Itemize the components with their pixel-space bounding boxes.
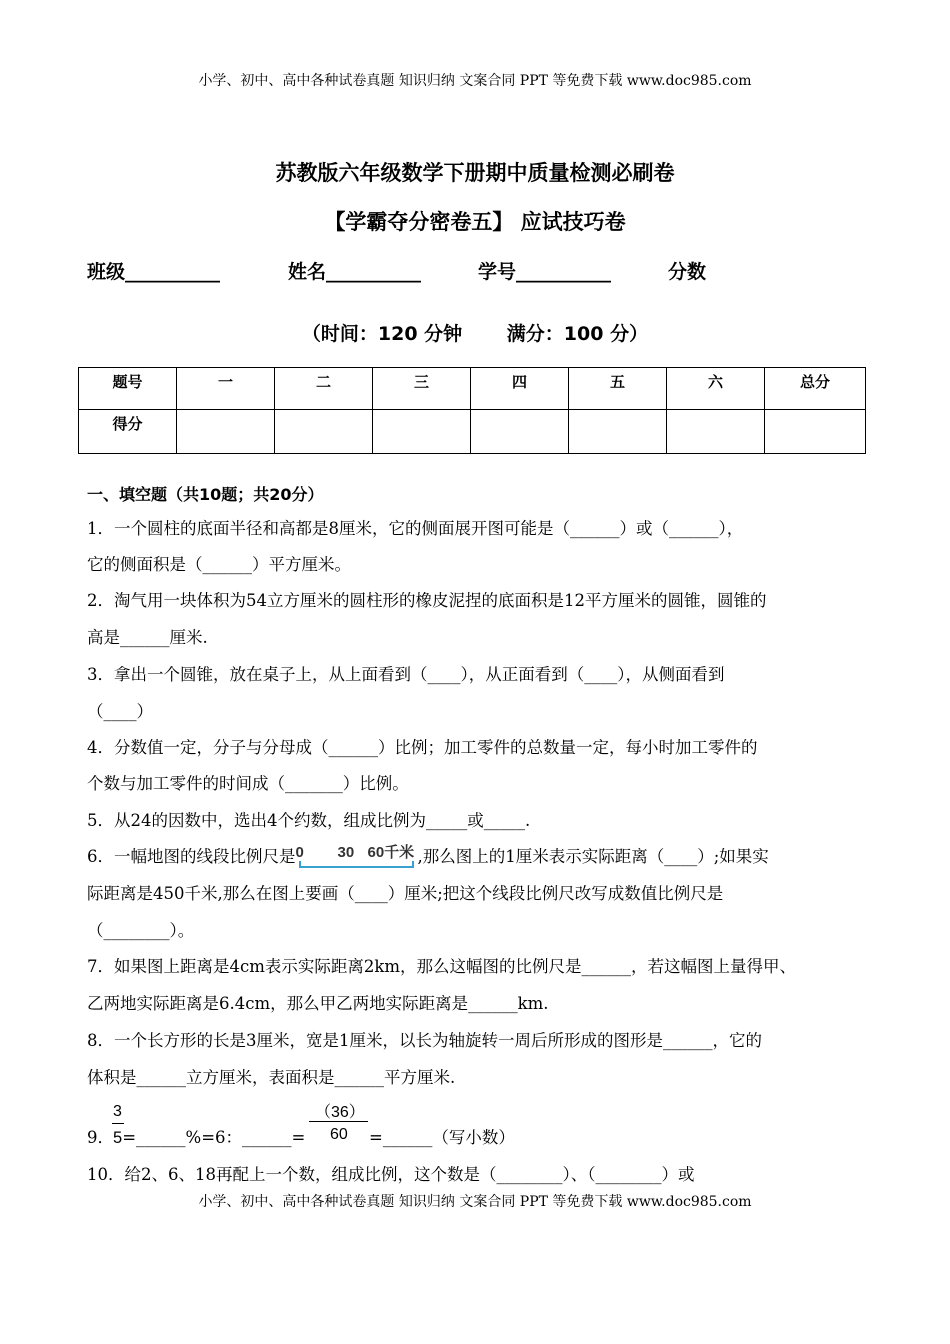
fraction-bar: [309, 1121, 368, 1122]
question-line: 它的侧面积是（______）平方厘米。: [87, 555, 351, 574]
question-line: 2．淘气用一块体积为54立方厘米的圆柱形的橡皮泥捏的底面积是12平方厘米的圆锥，圆锥的: [87, 591, 767, 610]
table-row: [79, 410, 866, 454]
question-line: 际距离是450千米,那么在图上要画（____）厘米;把这个线段比例尺改写成数值比例尺是: [87, 884, 724, 903]
fraction-bar: [112, 1123, 124, 1124]
table-cell: 四: [471, 368, 569, 410]
table-cell: [373, 410, 471, 454]
question-text: =______%=6：______=: [122, 1128, 306, 1147]
page-header: 小学、初中、高中各种试卷真题 知识归纳 文案合同 PPT 等免费下载 www.doc985.com: [198, 73, 752, 89]
question-line: 9．: [87, 1128, 114, 1147]
question-text: ,那么图上的1厘米表示实际距离（____）;如果实: [417, 847, 769, 866]
question-line: [87, 844, 769, 867]
table-cell: [569, 410, 667, 454]
table-cell: 题号: [79, 368, 177, 410]
question-line: 1．一个圆柱的底面半径和高都是8厘米，它的侧面展开图可能是（______）或（______），: [87, 519, 744, 538]
scale-bar: [299, 861, 414, 868]
table-cell: 五: [569, 368, 667, 410]
scale-label: 60千米: [367, 844, 415, 861]
fraction-denominator: 60: [330, 1126, 348, 1143]
name-field: 姓名__________: [288, 261, 422, 283]
question-line: 体积是______立方厘米，表面积是______平方厘米.: [87, 1068, 456, 1087]
table-cell: 二: [275, 368, 373, 410]
table-header-row: [79, 368, 866, 410]
question-line: 5．从24的因数中，选出4个约数，组成比例为_____或_____.: [87, 811, 531, 830]
scale-label: 30: [337, 844, 355, 861]
section-heading: 一、填空题（共10题；共20分）: [87, 485, 324, 504]
time-score-info: （时间：120 分钟 满分：100 分）: [301, 323, 649, 345]
question-line: 乙两地实际距离是6.4cm，那么甲乙两地实际距离是______km.: [87, 994, 549, 1013]
table-cell: [275, 410, 373, 454]
table-cell: 三: [373, 368, 471, 410]
scale-label: 0: [295, 844, 304, 861]
question-text: =______（写小数）: [369, 1128, 515, 1147]
class-field: 班级__________: [87, 261, 221, 283]
table-cell: [667, 410, 765, 454]
title-sub: 【学霸夺分密卷五】 应试技巧卷: [324, 210, 626, 234]
question-line: 10．给2、6、18再配上一个数，组成比例，这个数是（________）、（________）或: [87, 1165, 695, 1184]
score-field: 分数: [668, 261, 707, 283]
question-line: [113, 1128, 305, 1148]
table-cell: 六: [667, 368, 765, 410]
line-scale-figure: [295, 844, 418, 867]
fraction-numerator: （36）: [315, 1104, 365, 1121]
question-line: 8．一个长方形的长是3厘米，宽是1厘米，以长为轴旋转一周后所形成的图形是______，它的: [87, 1031, 762, 1050]
title-main: 苏教版六年级数学下册期中质量检测必刷卷: [275, 161, 675, 185]
question-text: 6．一幅地图的线段比例尺是: [87, 847, 296, 866]
table-cell: 得分: [79, 410, 177, 454]
question-line: 个数与加工零件的时间成（_______）比例。: [87, 774, 409, 793]
fraction-numerator: 3: [113, 1103, 122, 1120]
table-cell: [177, 410, 275, 454]
question-line: 7．如果图上距离是4cm表示实际距离2km，那么这幅图的比例尺是______，若这幅图上量得甲、: [87, 957, 797, 976]
score-table: [78, 367, 866, 454]
table-cell: [765, 410, 866, 454]
student-id-field: 学号__________: [478, 261, 612, 283]
fraction-denominator: 5: [113, 1129, 123, 1147]
question-line: 3．拿出一个圆锥，放在桌子上，从上面看到（____），从正面看到（____），从侧面看到: [87, 665, 725, 684]
question-line: 4．分数值一定，分子与分母成（______）比例；加工零件的总数量一定，每小时加工零件的: [87, 738, 758, 757]
table-cell: 一: [177, 368, 275, 410]
question-line: 高是______厘米.: [87, 628, 208, 647]
question-line: （____）: [87, 702, 153, 721]
table-cell: [471, 410, 569, 454]
question-line: （________）。: [87, 921, 195, 940]
page-footer: 小学、初中、高中各种试卷真题 知识归纳 文案合同 PPT 等免费下载 www.doc985.com: [198, 1194, 752, 1210]
table-cell: 总分: [765, 368, 866, 410]
